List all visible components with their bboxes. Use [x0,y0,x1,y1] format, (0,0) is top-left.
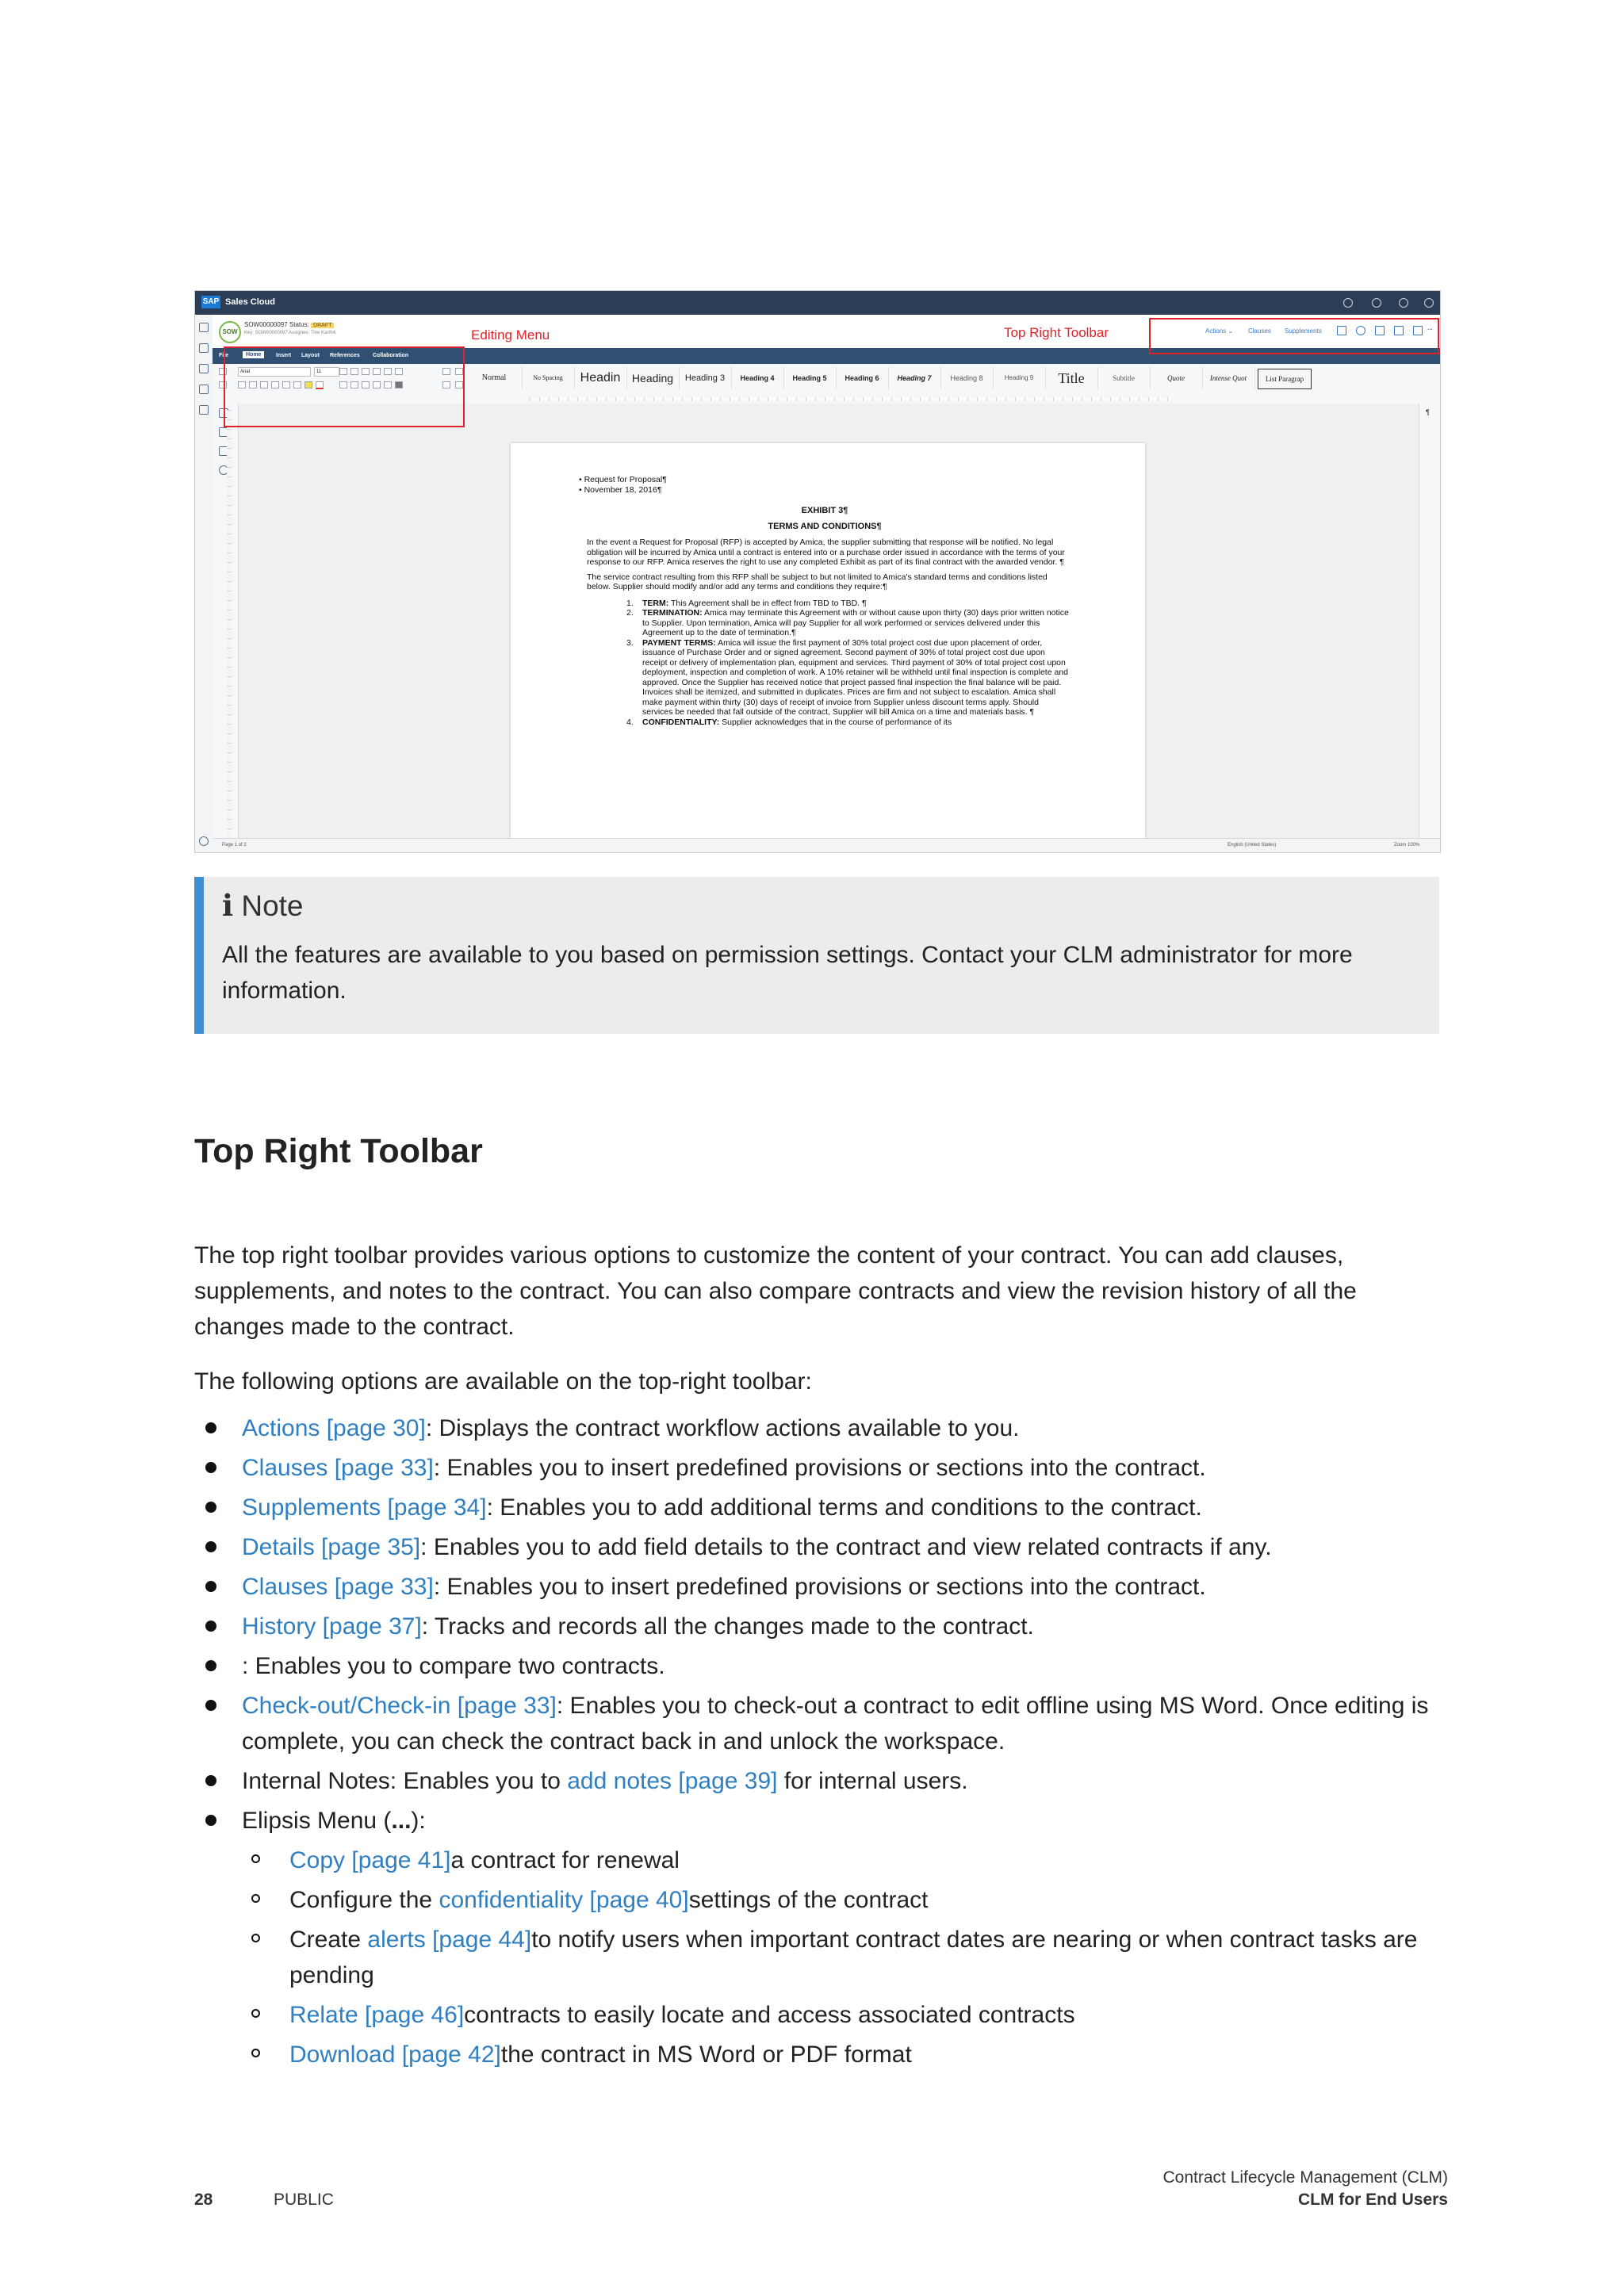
user-icon [1424,298,1434,308]
bell-icon [1372,298,1381,308]
style-quote[interactable]: Quote [1150,367,1203,389]
clauses-link[interactable]: Clauses [page 33] [242,1574,434,1600]
style-intense-quote[interactable]: Intense Quot [1202,367,1255,389]
top-right-toolbar-label: Top Right Toolbar [1004,325,1109,340]
add-notes-link[interactable]: add notes [page 39] [567,1768,778,1794]
search-icon [1343,298,1353,308]
list-item [194,1569,1447,1605]
history-link[interactable]: History [page 37] [242,1613,422,1640]
sap-logo: SAP [201,296,220,308]
note-title [222,888,304,923]
chart-icon [199,385,209,394]
status-badge: DRAFT [311,323,334,328]
document-icon [199,343,209,353]
sub-list-item-text: Configure the [289,1887,439,1913]
doc-item-number: 1. [626,598,634,608]
style-no-spacing[interactable]: No Spacing [522,367,575,389]
list-item [194,1648,1447,1684]
footer-guide: CLM for End Users [1297,2191,1448,2209]
sub-list-item [242,1922,1447,1993]
sub-list-item [242,1882,1447,1918]
confidentiality-link[interactable]: confidentiality [page 40] [439,1887,689,1913]
list-item-text: : Enables you to add additional terms and conditions to the contract. [486,1494,1202,1521]
doc-item-text: This Agreement shall be in effect from TBD to TBD. ¶ [668,598,867,608]
style-heading-5[interactable]: Heading 5 [783,367,837,389]
doc-paragraph: The service contract resulting from this RFP shall be subject to but not limited to Amica's standard terms and conditions listed below. Supplier should modify and/or add any terms and conditions they require:¶ [587,572,1048,591]
checkout-checkin-link[interactable]: Check-out/Check-in [page 33] [242,1693,557,1719]
supplements-link[interactable]: Supplements [1285,327,1322,335]
doc-numbered-list [626,599,1071,728]
list-item-text: : Enables you to add field details to the contract and view related contracts if any. [420,1534,1272,1560]
relate-link[interactable]: Relate [page 46] [289,2002,465,2028]
doc-item-number: 3. [626,637,634,648]
doc-item-number: 2. [626,608,634,618]
doc-terms-title: TERMS AND CONDITIONS¶ [768,521,882,531]
product-screenshot [194,290,1441,853]
sub-list-item-text: Create [289,1927,368,1953]
left-nav [195,315,213,852]
doc-exhibit: EXHIBIT 3¶ [801,506,848,515]
doc-bullet-text: November 18, 2016¶ [584,484,662,495]
info-icon: i [222,888,234,923]
list-item-text: : Enables you to check-out a contract to edit offline using MS Word. Once editing is complete, you can check the contract back in and unlock the workspace. [242,1693,1429,1755]
shell-bar [195,291,1440,315]
sow-badge: SOW [219,321,241,343]
sub-list-item [242,1843,1447,1878]
list-item-text: : Enables you to insert predefined provisions or sections into the contract. [433,1574,1206,1600]
list-item-text: for internal users. [777,1768,968,1794]
vertical-ruler [227,410,232,838]
list-item-text: Internal Notes: Enables you to [242,1768,568,1794]
sub-list-item-text: settings of the contract [688,1887,929,1913]
list-item [194,1490,1447,1525]
note-body: All the features are available to you based on permission settings. Contact your CLM administrator for more information. [222,942,1353,1004]
list-item-text: ): [411,1808,426,1834]
doc-item-text: Amica will issue the first payment of 30% total project cost due upon placement of order, issuance of Purchase Order and or signed agreement. Second payment of 30% of total project cost due upon receipt or delivery of implementation plan, equipment and services. Third payment of 30% of total project cost upon deployment, inspection and completion of work. A 10% retainer will be withheld until final inspection is complete and approved. Once the Supplier has received notice that project passed final inspection the final balance will be paid. Invoices shall be itemized, and submitted in duplicates. Prices are firm and not subject to escalation. Amica shall make payment within thirty (30) days of receipt of invoice from Supplier unless discount terms apply. Should services be needed that fall outside of the contract, Supplier will bill Amica on a time and materials basis. ¶ [642,637,1068,717]
doc-paragraph: In the event a Request for Proposal (RFP) is accepted by Amica, the supplier submitting that response will be notified. No legal obligation will be incurred by Amica until a contract is entered into or a purchase order issued in accordance with the terms of your response to our RFP. Amica reserves the right to use any completed Exhibit as part of its final contract with the awarded vendor. ¶ [587,538,1065,567]
copy-link[interactable]: Copy [page 41] [289,1847,451,1873]
list-item-text: : Enables you to compare two contracts. [242,1653,665,1679]
tab-references[interactable]: References [330,353,360,358]
doc-item-label: CONFIDENTIALITY: [642,717,720,727]
style-heading-2[interactable]: Heading [626,367,680,389]
top-right-toolbar-highlight [1149,318,1439,354]
tab-collaboration[interactable]: Collaboration [373,353,409,358]
clauses-link[interactable]: Clauses [1248,327,1271,335]
list-item [194,1450,1447,1486]
note-box [194,877,1439,1034]
style-heading-7[interactable]: Heading 7 [888,367,941,389]
list-item [194,1609,1447,1644]
supplements-link[interactable]: Supplements [page 34] [242,1494,487,1521]
toolbar-options-list [194,1410,1447,2076]
note-title-text: Note [241,890,304,922]
status-zoom[interactable]: Zoom 100% [1394,843,1420,848]
doc-item-text: Amica may terminate this Agreement with or without cause upon thirty (30) days prior written notice to Supplier. Upon termination, Amica will pay Supplier for all work performed or services delivered under this Agreement up to the date of termination.¶ [642,608,1069,637]
doc-item-label: TERMINATION: [642,608,703,618]
doc-bullet: • November 18, 2016¶ [579,484,662,495]
status-language[interactable]: English (United States) [1228,843,1277,848]
font-size-select[interactable]: 11 [314,367,339,377]
sub-list-item [242,1997,1447,2033]
sub-list-item-text: to notify users when important contract dates are nearing or when contract tasks are pending [289,1927,1418,1988]
ellipsis-glyph: ... [391,1808,412,1834]
left-tools-panel [213,404,239,838]
actions-link[interactable]: Actions [page 30] [242,1415,426,1441]
list-item-text: : Enables you to insert predefined provisions or sections into the contract. [433,1455,1206,1481]
list-item [194,1763,1447,1799]
assist-icon [199,836,209,846]
pilcrow-icon[interactable]: ¶ [1426,408,1430,416]
record-title-text: SOW00000097 Status: [244,321,309,328]
style-title[interactable]: Title [1045,367,1098,389]
style-heading-4[interactable]: Heading 4 [731,367,784,389]
ellipsis-button[interactable]: ... [1427,324,1433,331]
status-page: Page 1 of 2 [222,843,247,848]
sub-list-item-text: a contract for renewal [450,1847,680,1873]
home-icon [199,323,209,332]
doc-bullet: • Request for Proposal¶ [579,475,667,484]
user-name: Tine Karthik [1408,339,1436,343]
doc-list-item [626,638,1071,718]
app-name: Sales Cloud [225,297,275,307]
doc-bullet-text: Request for Proposal¶ [584,475,667,484]
footer-product: Contract Lifecycle Management (CLM) [1162,2168,1448,2187]
list-item [194,1410,1447,1446]
style-heading-8[interactable]: Heading 8 [940,367,994,389]
record-title [244,321,334,328]
tab-home[interactable]: Home [243,351,264,358]
list-item [194,1688,1447,1759]
tab-layout[interactable]: Layout [301,353,320,358]
style-subtitle[interactable]: Subtitle [1097,367,1151,389]
list-item [194,1529,1447,1565]
ruler-scale [530,397,1172,401]
help-icon [1399,298,1408,308]
list-item-text: : Tracks and records all the changes made to the contract. [421,1613,1034,1640]
quick-access-toolbar [244,337,292,345]
sub-list-item [242,2037,1447,2072]
actions-link[interactable]: Actions ⌄ [1205,327,1234,335]
doc-list-item [626,608,1071,638]
settings-icon [199,405,209,415]
editing-menu-highlight [224,346,465,427]
sub-list-item-text: contracts to easily locate and access associated contracts [464,2002,1075,2028]
doc-item-label: PAYMENT TERMS: [642,637,716,648]
details-link[interactable]: Details [page 35] [242,1534,421,1560]
style-heading-6[interactable]: Heading 6 [836,367,889,389]
download-link[interactable]: Download [page 42] [289,2042,501,2068]
record-subtitle: Key: SOW00000097 Assignee: Tine Karthik [244,331,336,335]
style-list-paragraph[interactable]: List Paragrap [1258,369,1312,389]
lead-paragraph: The following options are available on the top-right toolbar: [194,1368,812,1395]
doc-item-label: TERM: [642,598,669,608]
list-item [194,1803,1447,2072]
alerts-link[interactable]: alerts [page 44] [367,1927,532,1953]
page-number: 28 [194,2191,213,2209]
classification: PUBLIC [274,2191,334,2209]
doc-item-text: Supplier acknowledges that in the course of performance of its [719,717,952,727]
intro-paragraph: The top right toolbar provides various options to customize the content of your contract. You can add clauses, supplements, and notes to the contract. You can also compare contracts and view the revision history of all the changes made to the contract. [194,1242,1357,1340]
clauses-link[interactable]: Clauses [page 33] [242,1455,434,1481]
right-panel [1419,404,1440,838]
people-icon [199,364,209,373]
tab-file[interactable]: File [219,353,229,358]
style-heading-9[interactable]: Heading 9 [993,367,1046,389]
style-heading-3[interactable]: Heading 3 [679,367,732,389]
doc-item-number: 4. [626,717,634,727]
sub-list-item-text: the contract in MS Word or PDF format [500,2042,912,2068]
doc-list-item [626,599,1071,609]
document-page [511,443,1145,852]
list-item-text: Elipsis Menu ( [242,1808,392,1834]
ellipsis-submenu-list [242,1843,1447,2072]
list-item-text: : Displays the contract workflow actions available to you. [425,1415,1020,1441]
document-body [579,475,1071,727]
tab-insert[interactable]: Insert [276,353,292,358]
status-bar [213,838,1440,853]
font-name-select[interactable]: Arial [238,367,311,377]
note-accent-bar [194,877,204,1034]
style-heading-1[interactable]: Headin [574,367,627,389]
doc-list-item [626,718,1071,728]
style-normal[interactable]: Normal [466,367,523,389]
section-heading: Top Right Toolbar [194,1132,483,1170]
editing-menu-label: Editing Menu [471,327,550,342]
